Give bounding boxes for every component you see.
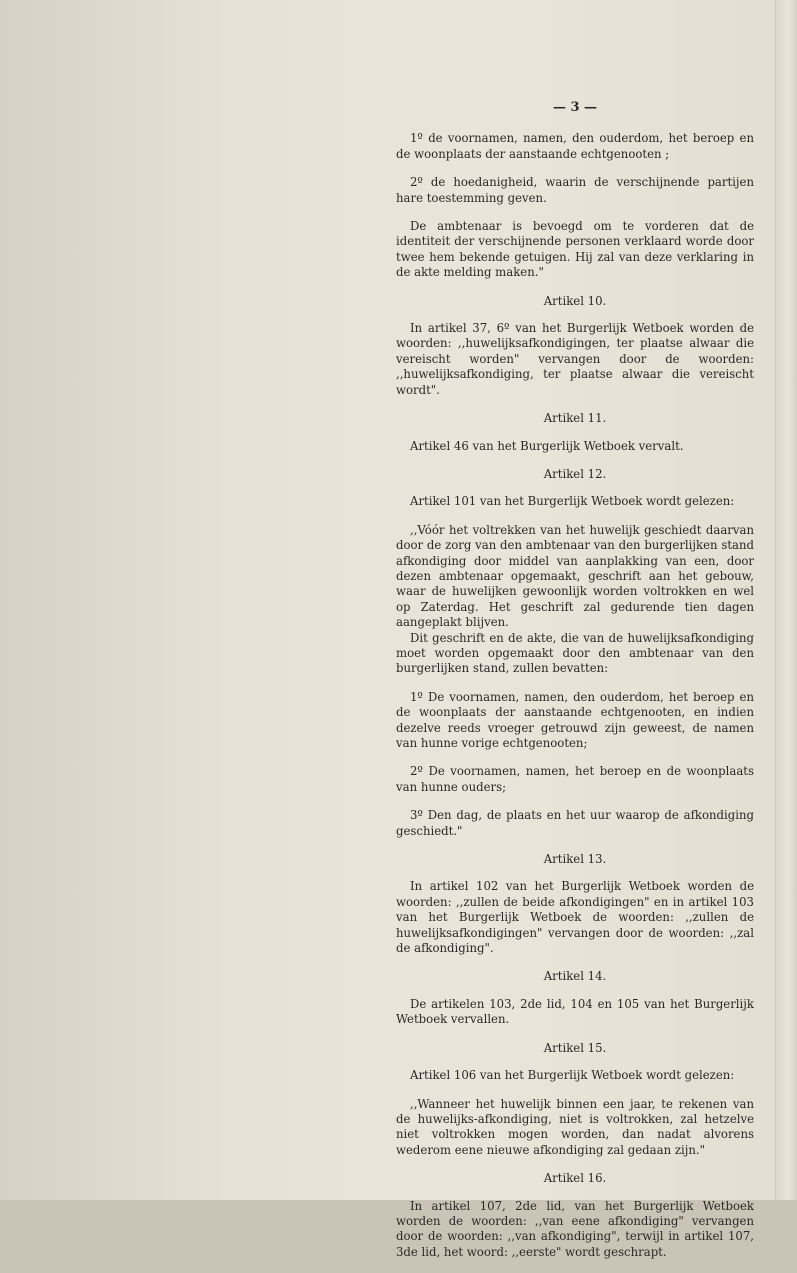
paragraph: In artikel 107, 2de lid, van het Burgerlijk Wetboek worden de woorden: ,,van eene afkondiging" vervangen door de woorden: ,,van afkondiging", terwijl in artikel 107, 3de lid, het woord: ,,eerste" wordt geschrapt. — [396, 1198, 754, 1259]
paragraph: Dit geschrift en de akte, die van de huwelijksafkondiging moet worden opgemaakt door den ambtenaar van den burgerlijken stand, zullen bevatten: — [396, 630, 754, 676]
article-heading: Artikel 11. — [543, 411, 607, 426]
page-fold — [775, 0, 797, 1200]
article-heading: Artikel 12. — [543, 466, 607, 481]
paragraph: 1º de voornamen, namen, den ouderdom, het beroep en de woonplaats der aanstaande echtgenooten ; — [396, 131, 754, 161]
paragraph: 1º De voornamen, namen, den ouderdom, het beroep en de woonplaats der aanstaande echtgenooten, en indien dezelve reeds vroeger getrouwd zijn geweest, de namen van hunne vorige echtgenooten; — [396, 689, 754, 750]
paragraph: De artikelen 103, 2de lid, 104 en 105 van het Burgerlijk Wetboek vervallen. — [396, 996, 754, 1027]
article-text — [396, 131, 754, 1260]
paragraph: De ambtenaar is bevoegd om te vorderen dat de identiteit der verschijnende personen verklaard worde door twee hem bekende getuigen. Hij zal van deze verklaring in de akte melding maken." — [396, 219, 754, 280]
paragraph: 3º Den dag, de plaats en het uur waarop de afkondiging geschiedt." — [396, 808, 754, 838]
article-heading: Artikel 16. — [543, 1171, 607, 1186]
paragraph: ,,Vóór het voltrekken van het huwelijk geschiedt daarvan door de zorg van den ambtenaar van den burgerlijken stand afkondiging door middel van aanplakking van een, door dezen ambtenaar opgemaakt, geschrift aan het gebouw, waar de huwelijken gewoonlijk worden voltrokken en wel op Zaterdag. Het geschrift zal gedurende tien dagen aangeplakt blijven. — [396, 522, 754, 630]
paragraph: Artikel 106 van het Burgerlijk Wetboek wordt gelezen: — [410, 1068, 735, 1083]
paragraph: 2º De voornamen, namen, het beroep en de woonplaats van hunne ouders; — [396, 764, 754, 794]
article-heading: Artikel 13. — [543, 852, 607, 867]
text-column — [396, 100, 754, 1273]
page-number: — 3 — — [552, 100, 598, 115]
article-heading: Artikel 10. — [543, 293, 607, 308]
paragraph: 2º de hoedanigheid, waarin de verschijnende partijen hare toestemming geven. — [396, 175, 754, 205]
paragraph: Artikel 101 van het Burgerlijk Wetboek wordt gelezen: — [410, 494, 735, 509]
paragraph: In artikel 102 van het Burgerlijk Wetboek worden de woorden: ,,zullen de beide afkondigingen" en in artikel 103 van het Burgerlijk Wetboek de woorden: ,,zullen de huwelijksafkondigingen" vervangen door de woorden: ,,zal de afkondiging". — [396, 879, 754, 956]
paragraph: ,,Wanneer het huwelijk binnen een jaar, te rekenen van de huwelijks-afkondiging, niet is voltrokken, zal hetzelve niet voltrokken mogen worden, dan nadat alvorens wederom eene nieuwe afkondiging zal gedaan zijn." — [396, 1096, 754, 1157]
paragraph: Artikel 46 van het Burgerlijk Wetboek vervalt. — [410, 438, 684, 453]
paragraph: In artikel 37, 6º van het Burgerlijk Wetboek worden de woorden: ,,huwelijksafkondigingen, ter plaatse alwaar die vereischt worden" vervangen door de woorden: ,,huwelijksafkondiging, ter plaatse alwaar die vereischt wordt". — [396, 321, 754, 397]
article-heading: Artikel 15. — [543, 1040, 607, 1055]
article-heading: Artikel 14. — [543, 969, 607, 984]
